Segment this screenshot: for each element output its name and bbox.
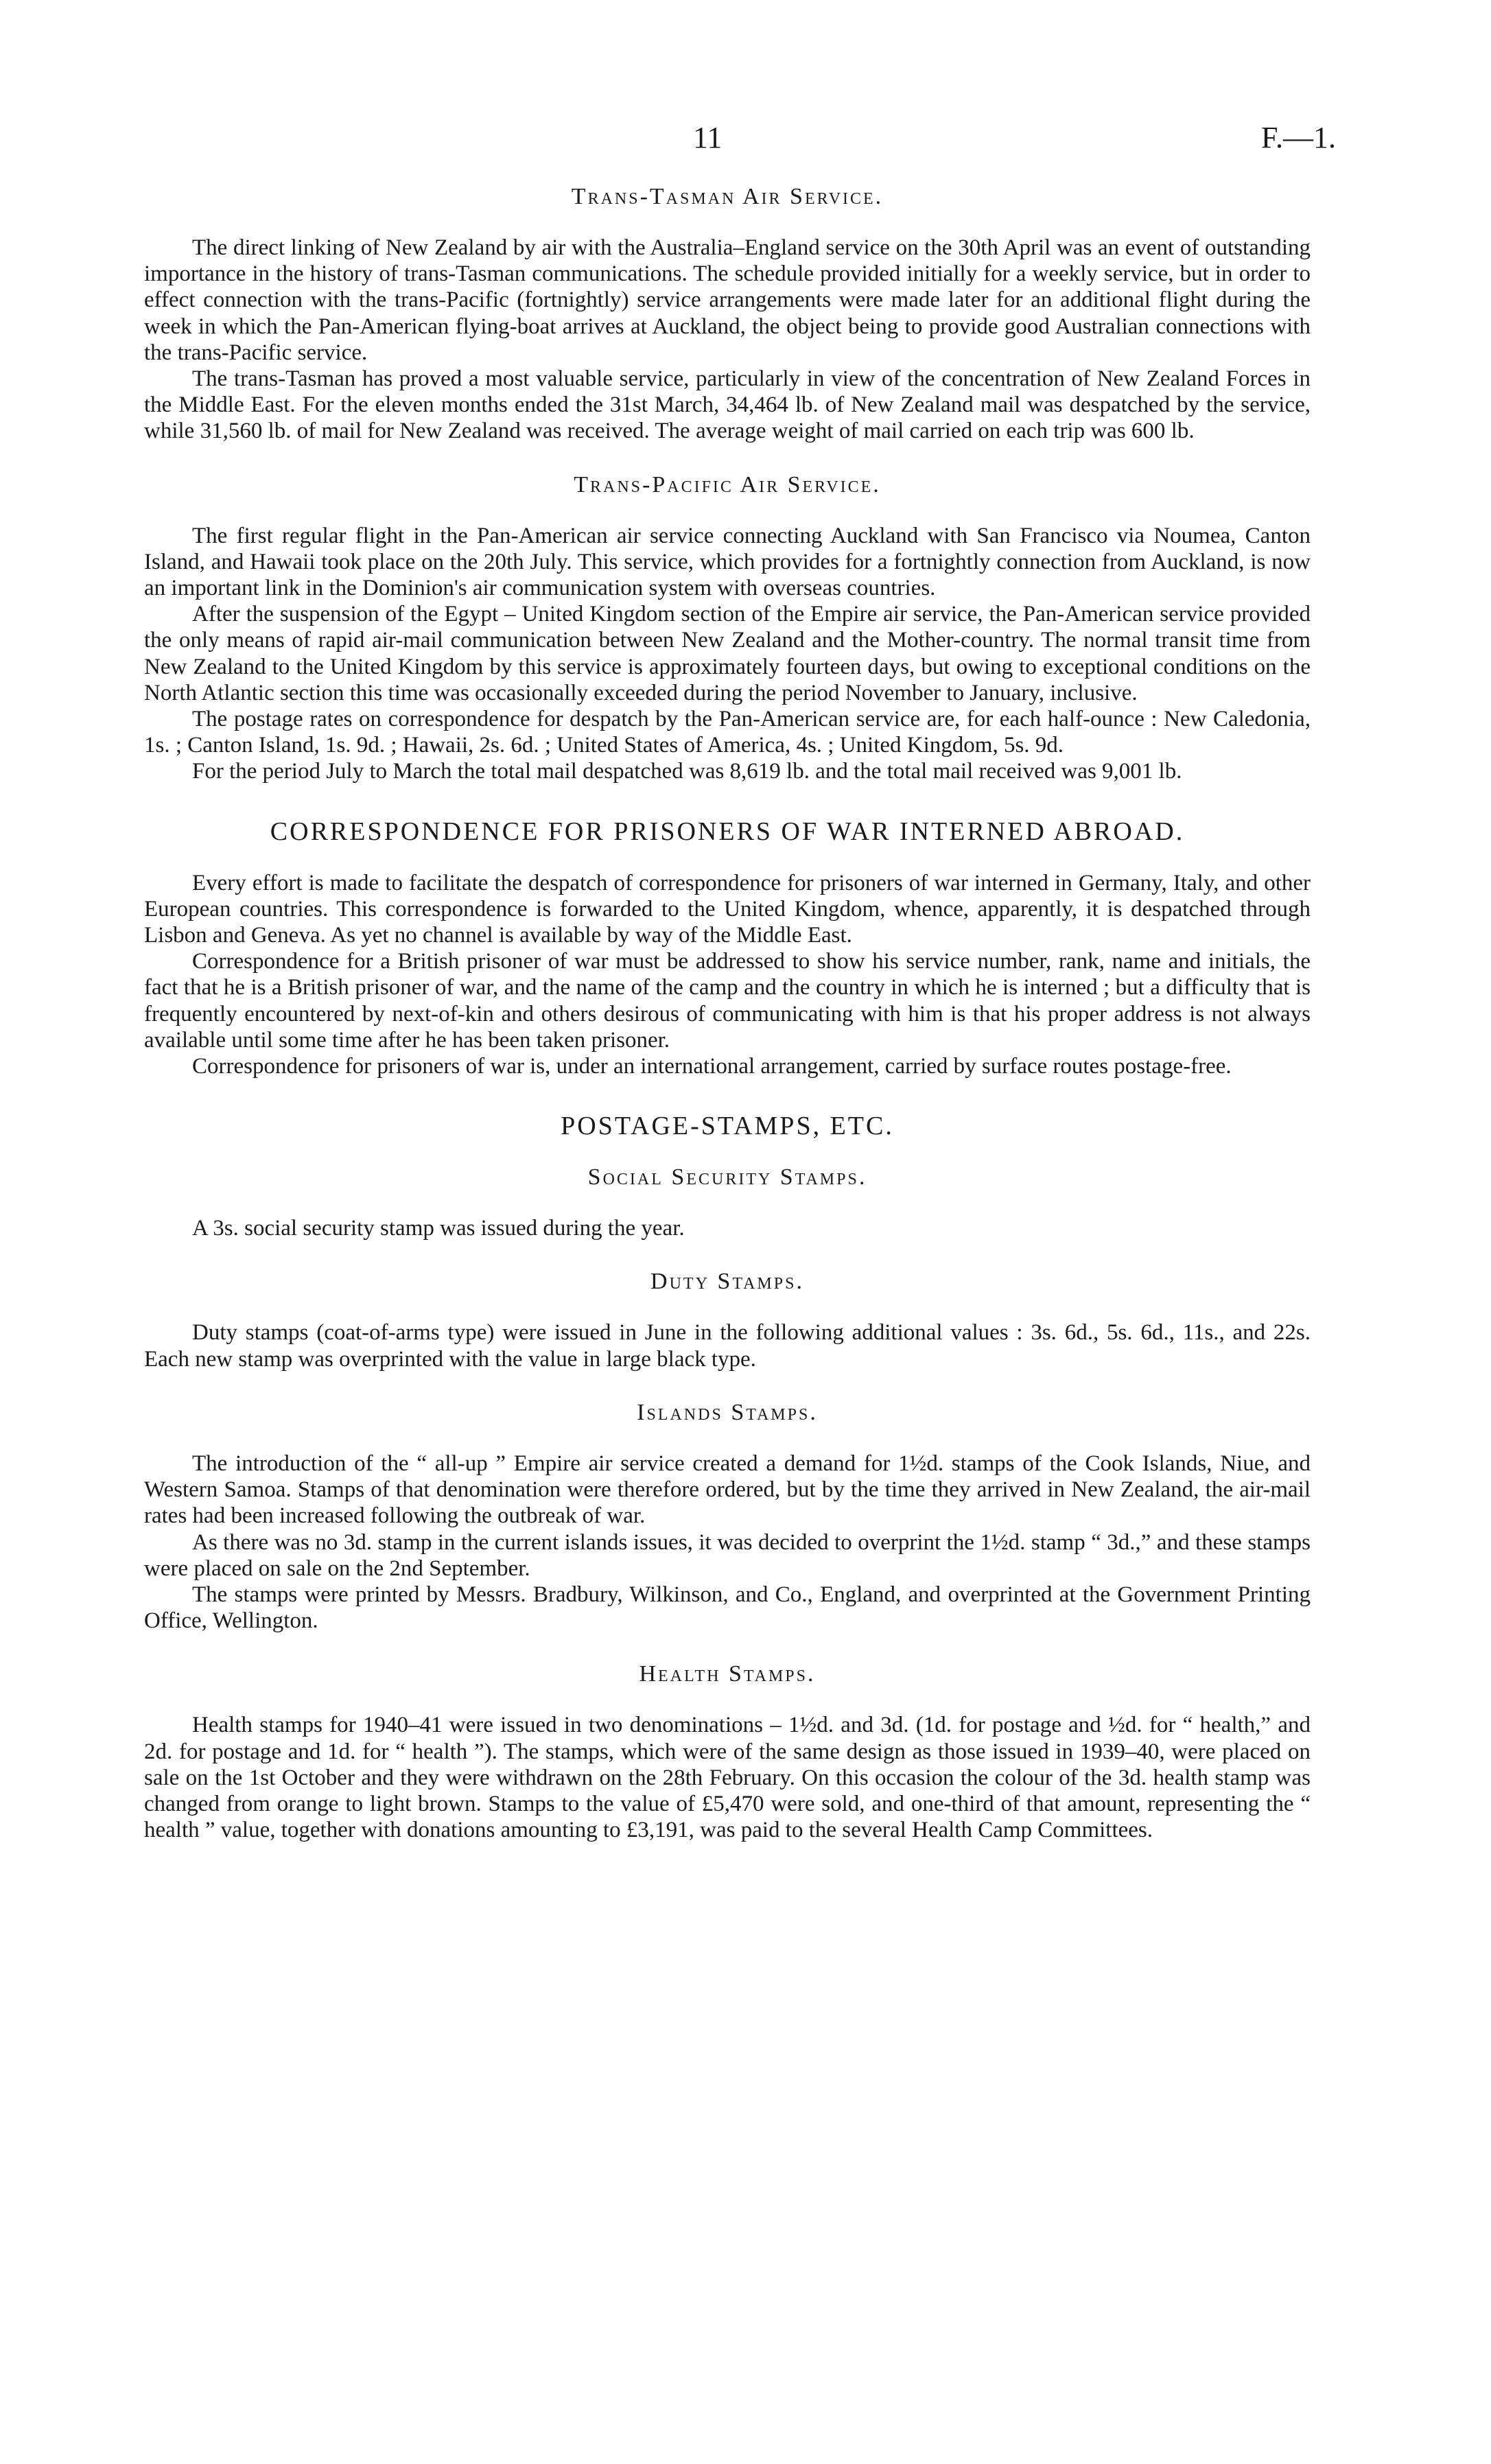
section-postage-stamps: [144, 1111, 1311, 1843]
section-trans-pacific-air-service: [144, 472, 1311, 785]
major-heading: CORRESPONDENCE FOR PRISONERS OF WAR INTERNED ABROAD.: [270, 817, 1185, 846]
paragraph: For the period July to March the total mail despatched was 8,619 lb. and the total mail received was 9,001 lb.: [192, 759, 1182, 784]
paragraph: A 3s. social security stamp was issued during the year.: [192, 1216, 685, 1241]
major-heading: POSTAGE-STAMPS, ETC.: [561, 1112, 894, 1141]
section-heading: Islands Stamps.: [637, 1399, 818, 1425]
section-heading: Duty Stamps.: [650, 1269, 804, 1295]
paragraph: The first regular flight in the Pan-American air service connecting Auckland with San Francisco via Noumea, Canton Island, and Hawaii took place on the 20th July. This service, which provides for a fortnightly connection from Auckland, is now an important link in the Dominion's air communication system with overseas countries.: [144, 523, 1311, 601]
paragraph: After the suspension of the Egypt – United Kingdom section of the Empire air service, the Pan-American service provided the only means of rapid air-mail communication between New Zealand and the Mother-country. The normal transit time from New Zealand to the United Kingdom by this service is approximately fourteen days, but owing to exceptional conditions on the North Atlantic section this time was occasionally exceeded during the period November to January, inclusive.: [144, 602, 1311, 705]
page-body: [144, 184, 1311, 1843]
document-reference: F.—1.: [1261, 121, 1336, 154]
page-header: [0, 120, 1491, 161]
paragraph: Correspondence for a British prisoner of war must be addressed to show his service number, rank, name and initials, the fact that he is a British prisoner of war, and the name of the camp and the country in which he is interned ; but a difficulty that is frequently encountered by next-of-kin and others desirous of communicating with him is that his proper address is not always available until some time after he has been taken prisoner.: [144, 949, 1311, 1053]
paragraph: As there was no 3d. stamp in the current islands issues, it was decided to overprint the 1½d. stamp “ 3d.,” and these stamps were placed on sale on the 2nd September.: [144, 1529, 1311, 1581]
paragraph: The direct linking of New Zealand by air with the Australia–England service on the 30th April was an event of outstanding importance in the history of trans-Tasman communications. The schedule provided initially for a weekly service, but in order to effect connection with the trans-Pacific (fortnightly) service arrangements were made later for an additional flight during the week in which the Pan-American flying-boat arrives at Auckland, the object being to provide good Australian connections with the trans-Pacific service.: [144, 235, 1311, 365]
paragraph: Every effort is made to facilitate the despatch of correspondence for prisoners of war interned in Germany, Italy, and other European countries. This correspondence is forwarded to the United Kingdom, whence, apparently, it is despatched through Lisbon and Geneva. As yet no channel is available by way of the Middle East.: [144, 870, 1311, 948]
paragraph: The stamps were printed by Messrs. Bradbury, Wilkinson, and Co., England, and overprinted at the Government Printing Office, Wellington.: [144, 1582, 1311, 1634]
paragraph: The introduction of the “ all-up ” Empire air service created a demand for 1½d. stamps of the Cook Islands, Niue, and Western Samoa. Stamps of that denomination were therefore ordered, but by the time they arrived in New Zealand, the air-mail rates had been increased following the outbreak of war.: [144, 1451, 1311, 1529]
section-heading: Trans-Pacific Air Service.: [574, 471, 881, 497]
paragraph: Correspondence for prisoners of war is, under an international arrangement, carried by surface routes postage-free.: [192, 1054, 1232, 1079]
section-trans-tasman-air-service: [144, 184, 1311, 445]
section-heading: Health Stamps.: [639, 1661, 816, 1687]
paragraph: The trans-Tasman has proved a most valuable service, particularly in view of the concentration of New Zealand Forces in the Middle East. For the eleven months ended the 31st March, 34,464 lb. of New Zealand mail was despatched by the service, while 31,560 lb. of mail for New Zealand was received. The average weight of mail carried on each trip was 600 lb.: [144, 366, 1311, 444]
paragraph: The postage rates on correspondence for despatch by the Pan-American service are, for each half-ounce : New Caledonia, 1s. ; Canton Island, 1s. 9d. ; Hawaii, 2s. 6d. ; United States of America, 4s. ; United Kingdom, 5s. 9d.: [144, 707, 1311, 758]
paragraph: Health stamps for 1940–41 were issued in two denominations – 1½d. and 3d. (1d. for postage and ½d. for “ health,” and 2d. for postage and 1d. for “ health ”). The stamps, which were of the same design as those issued in 1939–40, were placed on sale on the 1st October and they were withdrawn on the 28th February. On this occasion the colour of the 3d. health stamp was changed from orange to light brown. Stamps to the value of £5,470 were sold, and one-third of that amount, representing the “ health ” value, together with donations amounting to £3,191, was paid to the several Health Camp Committees.: [144, 1713, 1311, 1843]
section-prisoners-of-war-correspondence: [144, 817, 1311, 1080]
section-heading: Trans-Tasman Air Service.: [571, 184, 884, 209]
paragraph: Duty stamps (coat-of-arms type) were issued in June in the following additional values : 3s. 6d., 5s. 6d., 11s., and 22s. Each new stamp was overprinted with the value in large black type.: [144, 1320, 1311, 1372]
page-number: 11: [693, 121, 723, 154]
section-heading: Social Security Stamps.: [587, 1164, 867, 1190]
